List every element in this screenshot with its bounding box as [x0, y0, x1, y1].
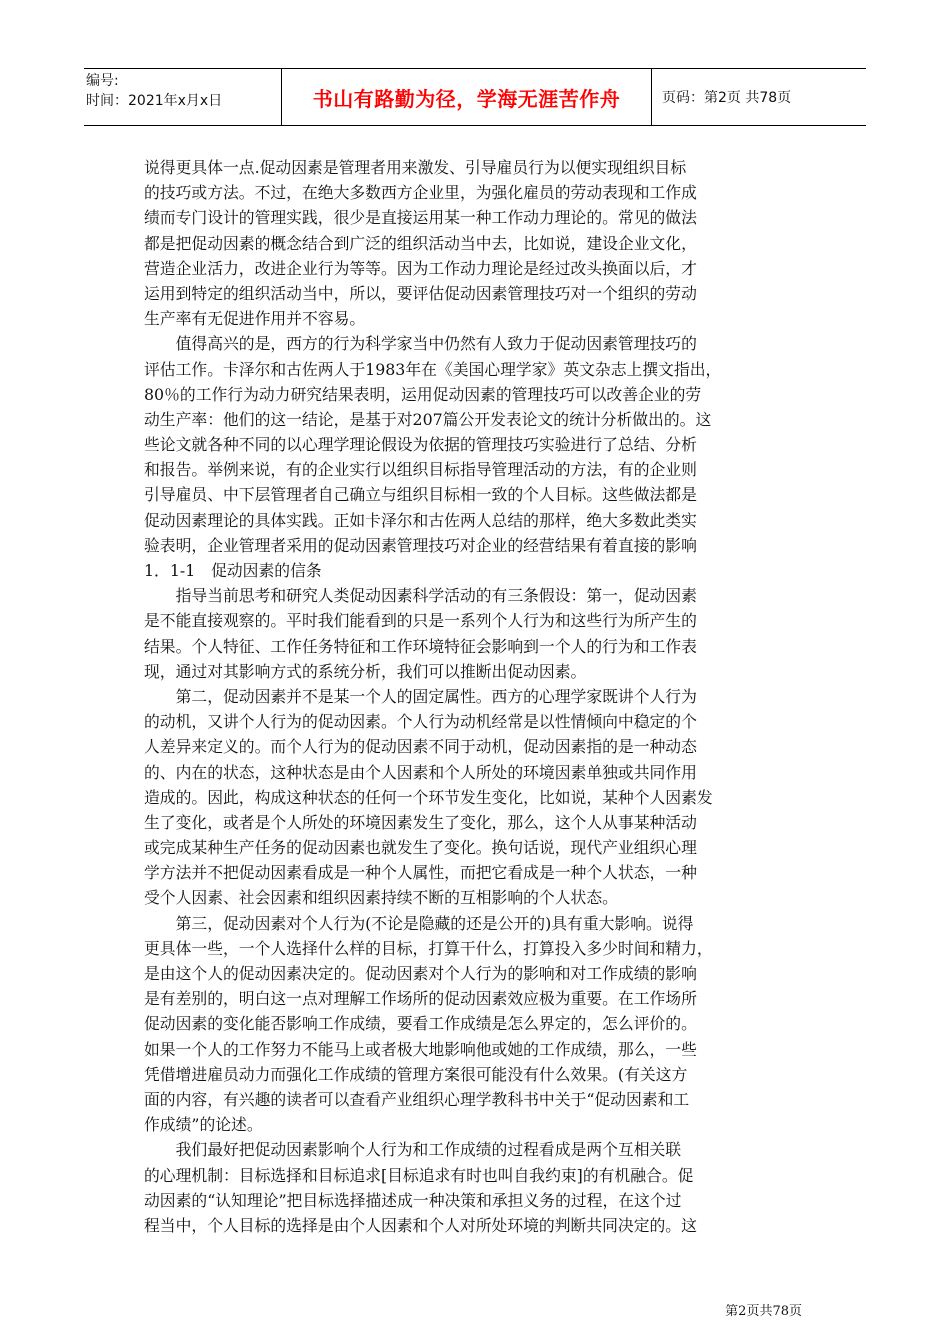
text-line: 和报告。举例来说，有的企业实行以组织目标指导管理活动的方法，有的企业则	[144, 460, 697, 480]
text-line: 的技巧或方法。不过，在绝大多数西方企业里，为强化雇员的劳动表现和工作成	[144, 183, 697, 203]
text-line: 的心理机制：目标选择和目标追求[目标追求有时也叫自我约束]的有机融合。促	[144, 1165, 694, 1185]
text-line: 值得高兴的是，西方的行为科学家当中仍然有人致力于促动因素管理技巧的	[144, 334, 697, 354]
text-line: 凭借增进雇员动力而强化工作成绩的管理方案很可能没有什么效果。(有关这方	[144, 1064, 688, 1084]
text-line: 评估工作。卡泽尔和古佐两人于1983年在《美国心理学家》英文杂志上撰文指出，	[144, 359, 722, 379]
text-line: 造成的。因此，构成这种状态的任何一个环节发生变化，比如说，某种个人因素发	[144, 787, 713, 807]
page-header	[84, 68, 866, 126]
text-line: 生了变化，或者是个人所处的环境因素发生了变化，那么，这个人从事某种活动	[144, 812, 697, 832]
page-footer: 第2页共78页	[725, 1304, 802, 1319]
text-line: 验表明，企业管理者采用的促动因素管理技巧对企业的经营结果有着直接的影响	[144, 535, 697, 555]
text-line: 1．1-1 促动因素的信条	[144, 561, 322, 580]
text-line: 引导雇员、中下层管理者自己确立与组织目标相一致的个人目标。这些做法都是	[144, 485, 697, 505]
text-line: 面的内容，有兴趣的读者可以查看产业组织心理学教科书中关于“促动因素和工	[144, 1089, 690, 1109]
text-line: 促动因素的变化能否影响工作成绩，要看工作成绩是怎么界定的，怎么评价的。	[144, 1014, 697, 1034]
text-line: 生产率有无促进作用并不容易。	[144, 309, 366, 329]
header-page-code-cell	[652, 69, 866, 125]
text-line: 更具体一些，一个人选择什么样的目标，打算干什么，打算投入多少时间和精力，	[144, 938, 713, 958]
text-line: 受个人因素、社会因素和组织因素持续不断的互相影响的个人状态。	[144, 888, 618, 908]
text-line: 如果一个人的工作努力不能马上或者极大地影响他或她的工作成绩，那么，一些	[144, 1039, 697, 1059]
text-line: 动生产率：他们的这一结论，是基于对207篇公开发表论文的统计分析做出的。这	[144, 409, 712, 429]
text-line: 现，通过对其影响方式的系统分析，我们可以推断出促动因素。	[144, 661, 587, 681]
header-page-code: 页码：第2页 共78页	[662, 90, 792, 106]
document-time-label: 时间：2021年x月x日	[86, 93, 223, 109]
text-line: 是由这个人的促动因素决定的。促动因素对个人行为的影响和对工作成绩的影响	[144, 964, 697, 983]
text-line: 些论文就各种不同的以心理学理论假设为依据的管理技巧实验进行了总结、分析	[144, 435, 697, 455]
text-line: 80％的工作行为动力研究结果表明，运用促动因素的管理技巧可以改善企业的劳	[144, 384, 702, 404]
text-line: 作成绩”的论述。	[144, 1115, 263, 1135]
text-line: 指导当前思考和研究人类促动因素科学活动的有三条假设：第一，促动因素	[144, 586, 697, 606]
text-line: 营造企业活力，改进企业行为等等。因为工作动力理论是经过改头换面以后，才	[144, 258, 697, 278]
body-text	[144, 155, 814, 1238]
text-line: 动因素的“认知理论”把目标选择描述成一种决策和承担义务的过程，在这个过	[144, 1190, 682, 1210]
document-number-label: 编号:	[86, 73, 119, 89]
header-meta	[84, 69, 282, 125]
text-line: 促动因素理论的具体实践。正如卡泽尔和古佐两人总结的那样，绝大多数此类实	[144, 510, 697, 530]
text-line: 运用到特定的组织活动当中，所以，要评估促动因素管理技巧对一个组织的劳动	[144, 283, 697, 303]
text-line: 绩而专门设计的管理实践，很少是直接运用某一种工作动力理论的。常见的做法	[144, 208, 697, 228]
text-line: 的动机，又讲个人行为的促动因素。个人行为动机经常是以性情倾向中稳定的个	[144, 712, 697, 732]
text-line: 是不能直接观察的。平时我们能看到的只是一系列个人行为和这些行为所产生的	[144, 611, 697, 631]
text-line: 结果。个人特征、工作任务特征和工作环境特征会影响到一个人的行为和工作表	[144, 636, 697, 656]
text-line: 或完成某种生产任务的促动因素也就发生了变化。换句话说，现代产业组织心理	[144, 838, 697, 858]
text-line: 第二，促动因素并不是某一个人的固定属性。西方的心理学家既讲个人行为	[144, 686, 697, 706]
text-line: 的、内在的状态，这种状态是由个人因素和个人所处的环境因素单独或共同作用	[144, 762, 697, 782]
header-motto-cell	[282, 69, 652, 125]
text-line: 人差异来定义的。而个人行为的促动因素不同于动机，促动因素指的是一种动态	[144, 737, 697, 757]
text-line: 程当中，个人目标的选择是由个人因素和个人对所处环境的判断共同决定的。这	[144, 1215, 697, 1235]
text-line: 是有差别的，明白这一点对理解工作场所的促动因素效应极为重要。在工作场所	[144, 989, 697, 1009]
text-line: 学方法并不把促动因素看成是一种个人属性，而把它看成是一种个人状态，一种	[144, 863, 697, 883]
header-motto: 书山有路勤为径，学海无涯苦作舟	[312, 86, 621, 111]
text-line: 我们最好把促动因素影响个人行为和工作成绩的过程看成是两个互相关联	[144, 1140, 682, 1160]
text-line: 第三，促动因素对个人行为(不论是隐藏的还是公开的)具有重大影响。说得	[144, 913, 694, 933]
text-line: 都是把促动因素的概念结合到广泛的组织活动当中去，比如说，建设企业文化，	[144, 233, 697, 253]
text-line: 说得更具体一点.促动因素是管理者用来激发、引导雇员行为以便实现组织目标	[144, 158, 687, 177]
